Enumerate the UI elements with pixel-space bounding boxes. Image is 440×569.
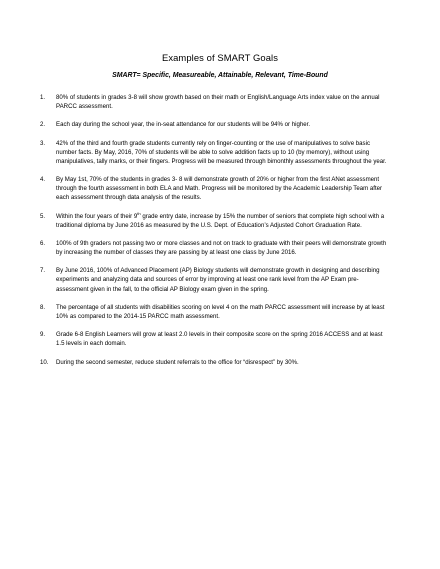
list-item-number: 9. (40, 331, 46, 339)
list-item-text-start: Within the four years of their 9 (56, 212, 138, 220)
list-item-text: The percentage of all students with disabilities scoring on level 4 on the math PARCC assessment will increase by at least 10% as compared to the 2014-15 PARCC math assessment. (56, 303, 385, 320)
list-item (40, 358, 400, 367)
list-item-number: 8. (40, 303, 46, 311)
list-item-number: 4. (40, 176, 46, 184)
ordinal-superscript: th (137, 210, 141, 216)
list-item-text: By June 2016, 100% of Advanced Placement (AP) Biology students will demonstrate growth in designing and describing experiments and analyzing data and sources of error by improving at least one rank level from the AP Exam pre-assessment given in the fall, to the official AP Biology exam given in the spring. (56, 267, 380, 293)
goals-list (40, 93, 400, 367)
list-item (40, 239, 400, 257)
list-item-text: Grade 6-8 English Learners will grow at least 2.0 levels in their composite score on the spring 2016 ACCESS and at least 1.5 levels in each domain. (56, 331, 383, 348)
list-item-number: 7. (40, 267, 46, 275)
list-item (40, 303, 400, 321)
list-item-text: During the second semester, reduce student referrals to the office for “disrespect” by 30%. (56, 358, 299, 366)
list-item (40, 212, 400, 230)
list-item (40, 330, 400, 348)
list-item (40, 266, 400, 293)
list-item (40, 93, 400, 111)
list-item-number: 10. (40, 358, 49, 366)
list-item-number: 2. (40, 121, 46, 129)
list-item-number: 1. (40, 94, 46, 101)
list-item-text-end: grade entry date, increase by 15% the number of seniors that complete high school with a traditional diploma by June 2016 as measured by the U.S. Dept. of Education’s Adjusted Cohort Graduation Rate. (56, 212, 385, 229)
list-item (40, 120, 400, 129)
list-item-number: 3. (40, 139, 46, 147)
list-item (40, 175, 400, 202)
list-item (40, 139, 400, 166)
list-item-text: 42% of the third and fourth grade students currently rely on finger-counting or the use of manipulatives to solve basic number facts. By May, 2016, 70% of students will be able to solve addition facts up to 10 (by memory), without using manipulatives, tally marks, or their fingers. Progress will be measured through bimonthly assessments throughout the year. (56, 139, 387, 165)
list-item-text (56, 212, 387, 230)
list-item-number: 5. (40, 212, 46, 220)
list-item-number: 6. (40, 239, 46, 247)
list-item-text: 80% of students in grades 3-8 will show growth based on their math or English/Language Arts index value on the annual PARCC assessment. (56, 94, 380, 111)
list-item-text: 100% of 9th graders not passing two or more classes and not on track to graduate with their peers will demonstrate growth by increasing the number of classes they are passing by at least one class by June 2016. (56, 239, 387, 257)
list-item-text: By May 1st, 70% of the students in grades 3- 8 will demonstrate growth of 20% or higher from the first ANet assessment through the fourth assessment in both ELA and Math. Progress will be monitored by the Academic Leadership Team after each assessment through data analysis of the results. (56, 176, 383, 202)
list-item-text: Each day during the school year, the in-seat attendance for our students will be 94% or higher. (56, 121, 311, 129)
document-title: Examples of SMART Goals (161, 52, 279, 63)
document-subtitle: SMART= Specific, Measureable, Attainable, Relevant, Time-Bound (112, 72, 328, 79)
